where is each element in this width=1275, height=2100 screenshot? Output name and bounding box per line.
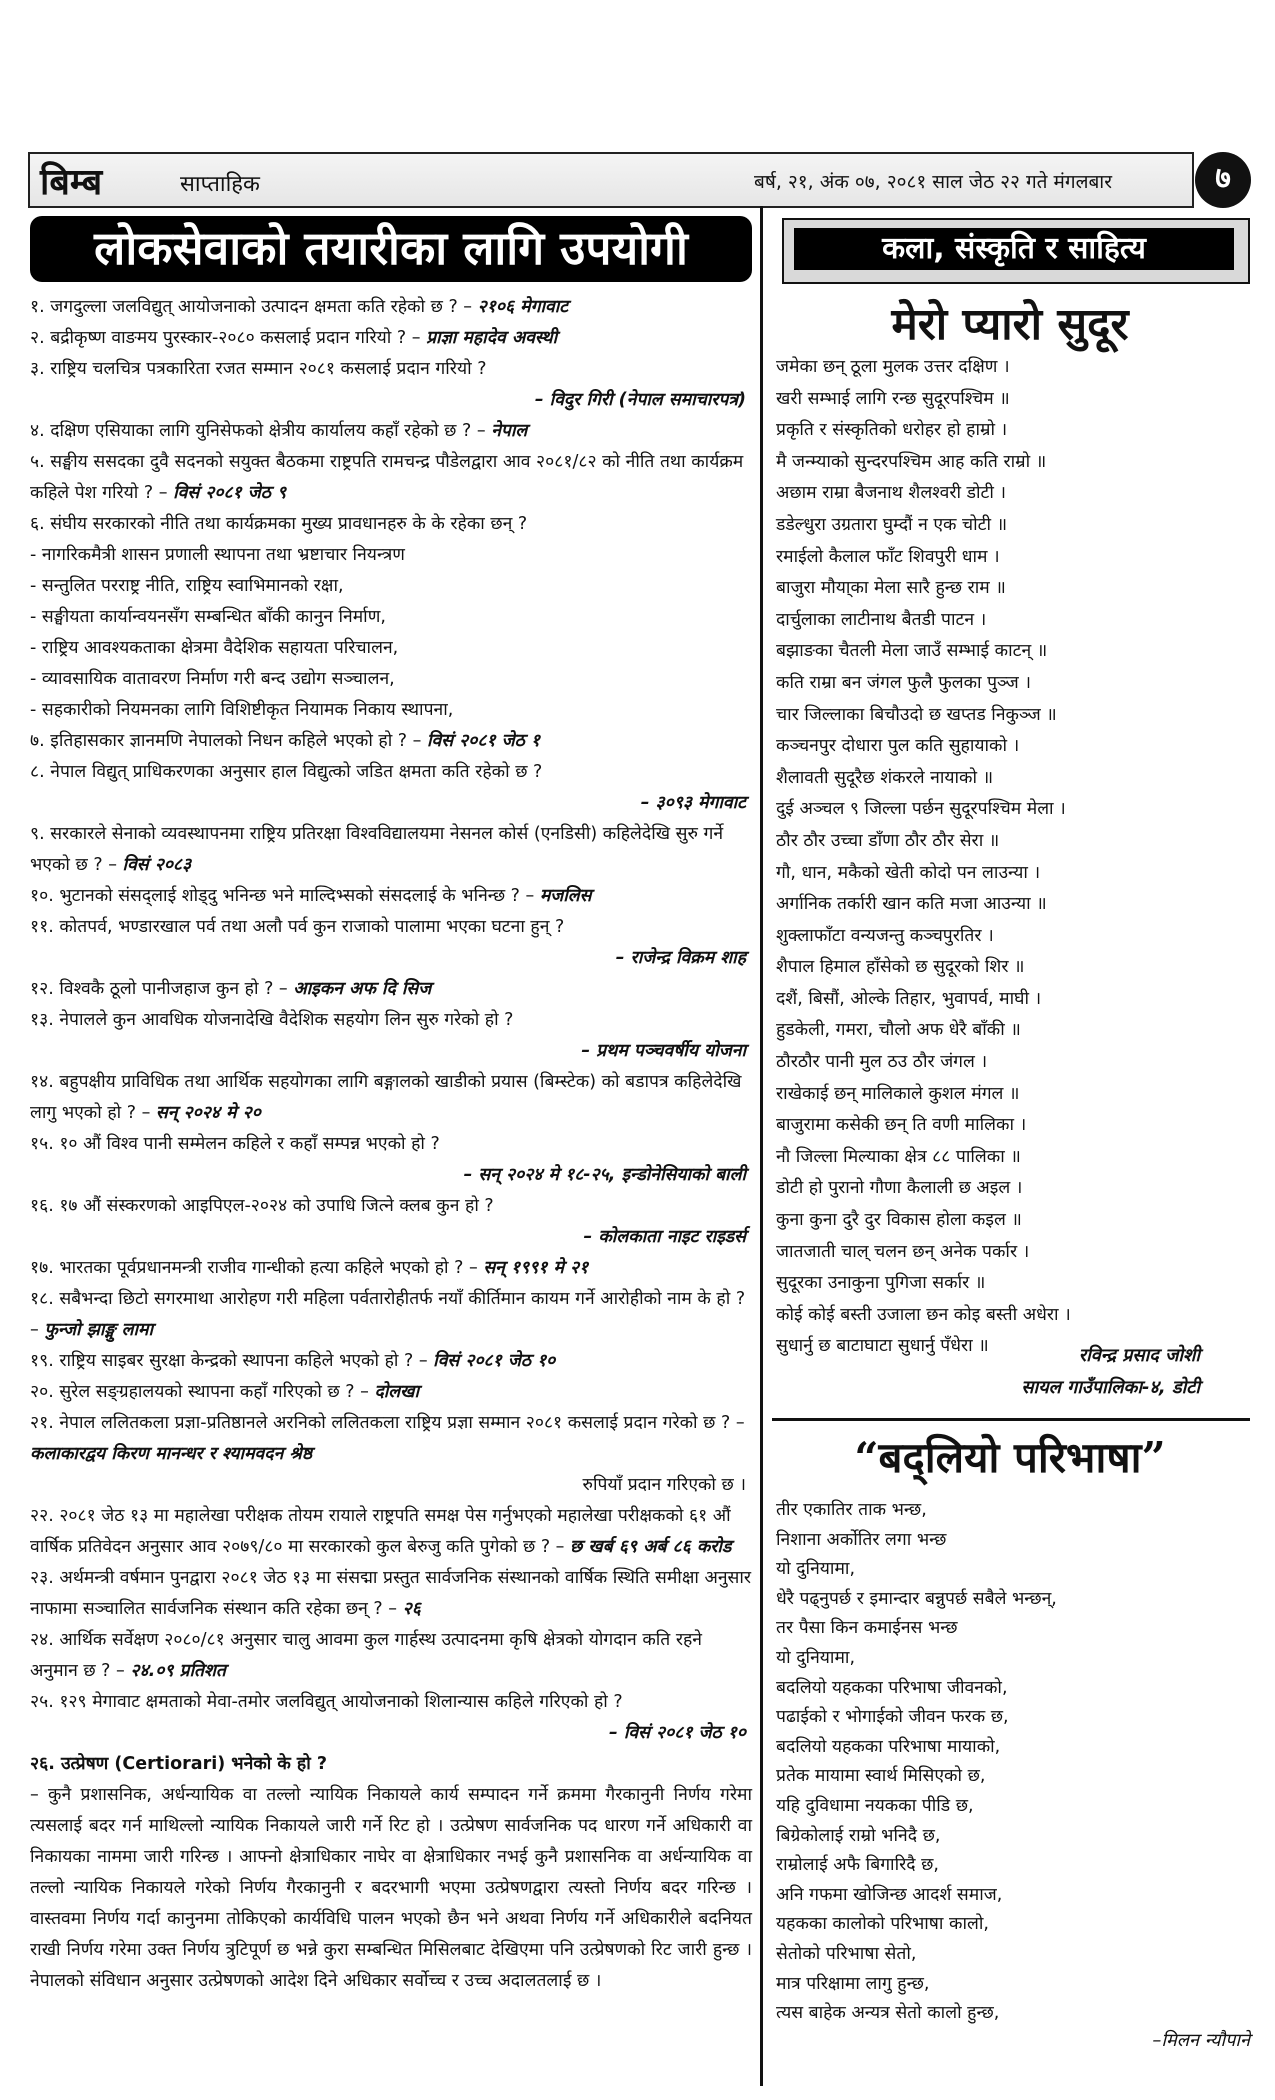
left-section-header: लोकसेवाको तयारीका लागि उपयोगी	[30, 216, 752, 282]
poem2-title: “बद्लियो परिभाषा”	[854, 1433, 1166, 1482]
poem1-body	[776, 352, 1246, 1363]
poem-line: तर पैसा किन कमाईनस भन्छ	[776, 1618, 958, 1639]
poem-line: यो दुनियामा,	[776, 1647, 856, 1668]
poem-line: बझाङका चैतली मेला जाउँ सम्भाई काटन् ॥	[776, 641, 1048, 662]
qa-item: ११. कोतपर्व, भण्डारखाल पर्व तथा अलौ पर्व कुन राजाको पालामा भएका घटना हुन् ?	[30, 917, 565, 937]
qa-item: १६. १७ औं संस्करणको आइपिएल-२०२४ को उपाधि जित्ने क्लब कुन हो ?	[30, 1196, 494, 1216]
qa-item: ९. सरकारले सेनाको व्यवस्थापनमा राष्ट्रिय प्रतिरक्षा विश्वविद्यालयमा नेसनल कोर्स (एनडिसी) कहिलेदेखि सुरु गर्ने भएको छ ? – विसं २०८३	[30, 824, 724, 875]
poem-line: पढाईको र भोगाईको जीवन फरक छ,	[776, 1707, 1009, 1728]
poem2-author: –मिलन न्यौपाने	[1152, 2030, 1250, 2051]
qa-item: ७. इतिहासकार ज्ञानमणि नेपालको निधन कहिले भएको हो ? – विसं २०८१ जेठ १	[30, 731, 541, 751]
poem-line: दार्चुलाका लाटीनाथ बैतडी पाटन ।	[776, 609, 987, 630]
poem-line: बदलियो यहकका परिभाषा जीवनको,	[776, 1677, 1008, 1698]
qa-question: २६. उत्प्रेषण (Certiorari) भनेको के हो ?	[30, 1754, 327, 1774]
qa-item: १८. सबैभन्दा छिटो सगरमाथा आरोहण गरी महिला पर्वतारोहीतर्फ नयाँ कीर्तिमान कायम गर्ने आरोहीको नाम के हो ? – फुन्जो झाङ्मु लामा	[30, 1289, 746, 1340]
qa-answer: – प्रथम पञ्चवर्षीय योजना	[581, 1041, 746, 1061]
poem-line: राखेकाई छन् मालिकाले कुशल मंगल ॥	[776, 1083, 1020, 1104]
poem-line: बाजुरामा कसेकी छन् ति वणी मालिका ।	[776, 1115, 1027, 1136]
qa-item: १. जगदुल्ला जलविद्युत् आयोजनाको उत्पादन क्षमता कति रहेको छ ? – २१०६ मेगावाट	[30, 297, 569, 317]
qa-answer: रुपियाँ प्रदान गरिएको छ ।	[582, 1475, 746, 1495]
poem-line: गौ, धान, मकैको खेती कोदो पन लाउन्या ।	[776, 862, 1041, 883]
newspaper-brand: बिम्ब	[40, 161, 103, 203]
poem-line: मात्र परिक्षामा लागु हुन्छ,	[776, 1973, 930, 1994]
poem-line: रमाईलो कैलाल फाँट शिवपुरी धाम ।	[776, 546, 1000, 567]
qa-item: १४. बहुपक्षीय प्राविधिक तथा आर्थिक सहयोगका लागि बङ्गालको खाडीको प्रयास (बिम्स्टेक) को बडापत्र कहिलेदेखि लागु भएको हो ? – सन् २०२४ मे २०	[30, 1072, 742, 1123]
poem-line: अनि गफमा खोजिन्छ आदर्श समाज,	[776, 1884, 1003, 1905]
poem-line: प्रतेक मायामा स्वार्थ मिसिएको छ,	[776, 1766, 986, 1787]
qa-item: १०. भुटानको संसद्लाई शोड्दु भनिन्छ भने माल्दिभ्सको संसदलाई के भनिन्छ ? – मजलिस	[30, 886, 592, 906]
issue-line: बर्ष, २१, अंक ०७, २०८१ साल जेठ २२ गते मंगलबार	[753, 171, 1112, 193]
poem1-credit	[780, 1340, 1200, 1404]
newspaper-brand-sub: साप्ताहिक	[180, 172, 260, 197]
section-divider	[772, 1418, 1250, 1421]
qa-item: २१. नेपाल ललितकला प्रज्ञा-प्रतिष्ठानले अरनिको ललितकला राष्ट्रिय प्रज्ञा सम्मान २०८१ कसलाई प्रदान गरेको छ ? – कलाकारद्वय किरण मानन्धर र श्यामवदन श्रेष्ठ	[30, 1413, 745, 1464]
poem-line: डोटी हो पुरानो गौणा कैलाली छ अइल ।	[776, 1178, 1023, 1199]
list-item: - सन्तुलित परराष्ट्र नीति, राष्ट्रिय स्वाभिमानको रक्षा,	[30, 576, 344, 596]
qa-answer: – ३०९३ मेगावाट	[640, 793, 746, 813]
poem-line: शैपाल हिमाल हाँसेको छ सुदूरको शिर ॥	[776, 957, 1025, 978]
poem-line: कञ्चनपुर दोधारा पुल कति सुहायाको ।	[776, 736, 1020, 757]
right-section-header-label: कला, संस्कृति र साहित्य	[794, 228, 1234, 270]
list-item: - सङ्घीयता कार्यान्वयनसँग सम्बन्धित बाँकी कानुन निर्माण,	[30, 607, 386, 627]
masthead	[28, 152, 1194, 208]
column-divider	[760, 206, 763, 2086]
poem1-address: सायल गाउँपालिका-४, डोटी	[1021, 1377, 1200, 1398]
qa-item: १५. १० औं विश्व पानी सम्मेलन कहिले र कहाँ सम्पन्न भएको हो ?	[30, 1134, 440, 1154]
list-item: - व्यावसायिक वातावरण निर्माण गरी बन्द उद्योग सञ्चालन,	[30, 669, 395, 689]
poem-line: जातजाती चाल् चलन छन् अनेक पर्कार ।	[776, 1241, 1030, 1262]
qa-item: २३. अर्थमन्त्री वर्षमान पुनद्वारा २०८१ जेठ १३ मा संसद्मा प्रस्तुत सार्वजनिक संस्थानको वार्षिक स्थिति समीक्षा अनुसार नाफामा सञ्चालित सार्वजनिक संस्थान कति रहेका छन् ? – २६	[30, 1568, 752, 1619]
qa-list	[30, 292, 752, 1997]
list-item: - सहकारीको नियमनका लागि विशिष्टीकृत नियामक निकाय स्थापना,	[30, 700, 454, 720]
poem-line: शुक्लाफाँटा वन्यजन्तु कञ्चपुरतिर ।	[776, 925, 994, 946]
poem-line: प्रकृति र संस्कृतिको धरोहर हो हाम्रो ।	[776, 420, 1008, 441]
poem-line: बाजुरा मौया्का मेला सारै हुन्छ राम ॥	[776, 578, 1006, 599]
qa-item: ३. राष्ट्रिय चलचित्र पत्रकारिता रजत सम्मान २०८१ कसलाई प्रदान गरियो ?	[30, 359, 487, 379]
poem-line: नौ जिल्ला मिल्याका क्षेत्र ८८ पालिका ॥	[776, 1146, 1021, 1167]
poem-line: हुडकेली, गमरा, चौलो अफ धेरै बाँकी ॥	[776, 1020, 1021, 1041]
poem-line: बदलियो यहकका परिभाषा मायाको,	[776, 1736, 1001, 1757]
poem-line: मै जन्म्याको सुन्दरपश्चिम आह कति राम्रो ॥	[776, 451, 1047, 472]
poem-line: यहकका कालोको परिभाषा कालो,	[776, 1914, 989, 1935]
poem-line: अर्गानिक तर्कारी खान कति मजा आउन्या ॥	[776, 894, 1047, 915]
poem-line: त्यस बाहेक अन्यत्र सेतो कालो हुन्छ,	[776, 2003, 1000, 2024]
poem-line: ठौर ठौर उच्चा डाँणा ठौर ठौर सेरा ॥	[776, 830, 1000, 851]
qa-item: १३. नेपालले कुन आवधिक योजनादेखि वैदेशिक सहयोग लिन सुरु गरेको हो ?	[30, 1010, 514, 1030]
qa-item: ४. दक्षिण एसियाका लागि युनिसेफको क्षेत्रीय कार्यालय कहाँ रहेको छ ? – नेपाल	[30, 421, 528, 441]
poem-line: सेतोको परिभाषा सेतो,	[776, 1943, 917, 1964]
poem-line: ठौरठौर पानी मुल ठउ ठौर जंगल ।	[776, 1052, 988, 1073]
qa-item: १२. विश्वकै ठूलो पानीजहाज कुन हो ? – आइकन अफ दि सिज	[30, 979, 432, 999]
poem-line: कति राम्रा बन जंगल फुलै फुलका पुञ्ज ।	[776, 672, 1031, 693]
qa-item: २५. १२९ मेगावाट क्षमताको मेवा-तमोर जलविद्युत् आयोजनाको शिलान्यास कहिले गरिएको हो ?	[30, 1692, 623, 1712]
qa-item: ५. सङ्घीय ससदका दुवै सदनको सयुक्त बैठकमा राष्ट्रपति रामचन्द्र पौडेलद्वारा आव २०८१/८२ को नीति तथा कार्यक्रम कहिले पेश गरियो ? – विसं २०८१ जेठ ९	[30, 452, 744, 503]
poem-line: खरी सम्भाई लागि रन्छ सुदूरपश्चिम ॥	[776, 388, 1010, 409]
qa-answer: – विसं २०८१ जेठ १०	[609, 1723, 746, 1743]
qa-item: २२. २०८१ जेठ १३ मा महालेखा परीक्षक तोयम रायाले राष्ट्रपति समक्ष पेस गर्नुभएको महालेखा परीक्षकको ६१ औं वार्षिक प्रतिवेदन अनुसार आव २०७९/८० मा सरकारको कुल बेरुजु कति पुगेको छ ? – छ खर्ब ६९ अर्ब ८६ करोड	[30, 1506, 732, 1557]
poem-line: डडेल्धुरा उग्रतारा घुम्दौं न एक चोटी ॥	[776, 514, 1008, 535]
qa-item: ८. नेपाल विद्युत् प्राधिकरणका अनुसार हाल विद्युत्को जडित क्षमता कति रहेको छ ?	[30, 762, 543, 782]
poem2-body	[776, 1496, 1246, 2029]
poem-line: दशैं, बिसौं, ओल्के तिहार, भुवापर्व, माघी ।	[776, 988, 1042, 1009]
list-item: - राष्ट्रिय आवश्यकताका क्षेत्रमा वैदेशिक सहायता परिचालन,	[30, 638, 399, 658]
poem1-title: मेरो प्यारो सुदूर	[891, 299, 1129, 350]
qa-item: १७. भारतका पूर्वप्रधानमन्त्री राजीव गान्धीको हत्या कहिले भएको हो ? – सन् १९९१ मे २१	[30, 1258, 589, 1278]
qa-answer: – विदुर गिरी (नेपाल समाचारपत्र)	[534, 390, 746, 410]
poem-line: कुना कुना दुरै दुर विकास होला कइल ॥	[776, 1210, 1022, 1231]
qa-item: २४. आर्थिक सर्वेक्षण २०८०/८१ अनुसार चालु आवमा कुल गार्हस्थ उत्पादनमा कृषि क्षेत्रको योगदान कति रहने अनुमान छ ? – २४.०९ प्रतिशत	[30, 1630, 702, 1681]
qa-answer-paragraph: – कुनै प्रशासनिक, अर्धन्यायिक वा तल्लो न्यायिक निकायले कार्य सम्पादन गर्ने क्रममा गैरकानुनी निर्णय गरेमा त्यसलाई बदर गर्न माथिल्लो न्यायिक निकायले जारी गर्ने रिट हो । उत्प्रेषण सार्वजनिक पद धारण गर्ने अधिकारी वा निकायका नाममा जारी गरिन्छ । आफ्नो क्षेत्राधिकार नाघेर वा क्षेत्राधिकार नभई कुनै प्रशासनिक वा अर्धन्यायिक वा तल्लो न्यायिक निकायले गरेको निर्णय गैरकानुनी र बदरभागी भएमा उत्प्रेषणद्वारा त्यस्तो निर्णय बदर गरिन्छ । वास्तवमा निर्णय गर्दा कानुनमा तोकिएको कार्यविधि पालन भएको छैन भने अथवा निर्णय गर्ने अधिकारीले बदनियत राखी निर्णय गरेमा उक्त निर्णय त्रुटिपूर्ण छ भन्ने कुरा सम्बन्धित मिसिलबाट देखिएमा पनि उत्प्रेषणको रिट जारी हुन्छ । नेपालको संविधान अनुसार उत्प्रेषणको आदेश दिने अधिकार सर्वोच्च र उच्च अदालतलाई छ ।	[30, 1785, 752, 1991]
poem-line: जमेका छन् ठूला मुलक उत्तर दक्षिण ।	[776, 357, 1010, 377]
poem-line: धेरै पढ्नुपर्छ र इमान्दार बन्नुपर्छ सबैले भन्छन्,	[776, 1588, 1057, 1609]
poem-line: कोई कोई बस्ती उजाला छन कोइ बस्ती अधेरा ।	[776, 1304, 1071, 1325]
list-item: - नागरिकमैत्री शासन प्रणाली स्थापना तथा भ्रष्टाचार नियन्त्रण	[30, 545, 405, 565]
qa-item: ६. संघीय सरकारको नीति तथा कार्यक्रमका मुख्य प्रावधानहरु के के रहेका छन् ?	[30, 514, 528, 534]
page-number: ७	[1195, 152, 1251, 208]
poem-line: यो दुनियामा,	[776, 1559, 856, 1580]
poem1-author: रविन्द्र प्रसाद जोशी	[1078, 1345, 1200, 1366]
poem-line: तीर एकातिर ताक भन्छ,	[776, 1500, 927, 1520]
qa-item: २. बद्रीकृष्ण वाङमय पुरस्कार-२०८० कसलाई प्रदान गरियो ? – प्राज्ञा महादेव अवस्थी	[30, 328, 558, 348]
poem-line: शैलावती सुदूरैछ शंकरले नायाको ॥	[776, 767, 994, 788]
poem-line: चार जिल्लाका बिचौउदो छ खप्तड निकुञ्ज ॥	[776, 704, 1057, 725]
poem-line: सुदूरका उनाकुना पुगिजा सर्कार ॥	[776, 1273, 986, 1294]
qa-item: २०. सुरेल सङ्ग्रहालयको स्थापना कहाँ गरिएको छ ? – दोलखा	[30, 1382, 420, 1402]
poem-line: राम्रोलाई अफै बिगारिदै छ,	[776, 1855, 939, 1876]
poem-line: निशाना अर्कोतिर लगा भन्छ	[776, 1529, 947, 1550]
poem-line: सुधार्नु छ बाटाघाटा सुधार्नु पँधेरा ॥	[776, 1336, 989, 1357]
right-section-header	[782, 218, 1250, 284]
poem-line: यहि दुविधामा नयकका पीडि छ,	[776, 1795, 974, 1816]
poem-line: अछाम राम्रा बैजनाथ शैलश्वरी डोटी ।	[776, 483, 1007, 504]
qa-item: १९. राष्ट्रिय साइबर सुरक्षा केन्द्रको स्थापना कहिले भएको हो ? – विसं २०८१ जेठ १०	[30, 1351, 556, 1371]
qa-answer: – कोलकाता नाइट राइडर्स	[583, 1227, 746, 1247]
qa-answer: – राजेन्द्र विक्रम शाह	[615, 948, 746, 968]
qa-answer: – सन् २०२४ मे १८-२५, इन्डोनेसियाको बाली	[463, 1165, 746, 1185]
poem-line: दुई अञ्चल ९ जिल्ला पर्छन सुदूरपश्चिम मेला ।	[776, 799, 1066, 820]
poem-line: बिग्रेकोलाई राम्रो भनिदै छ,	[776, 1825, 941, 1846]
